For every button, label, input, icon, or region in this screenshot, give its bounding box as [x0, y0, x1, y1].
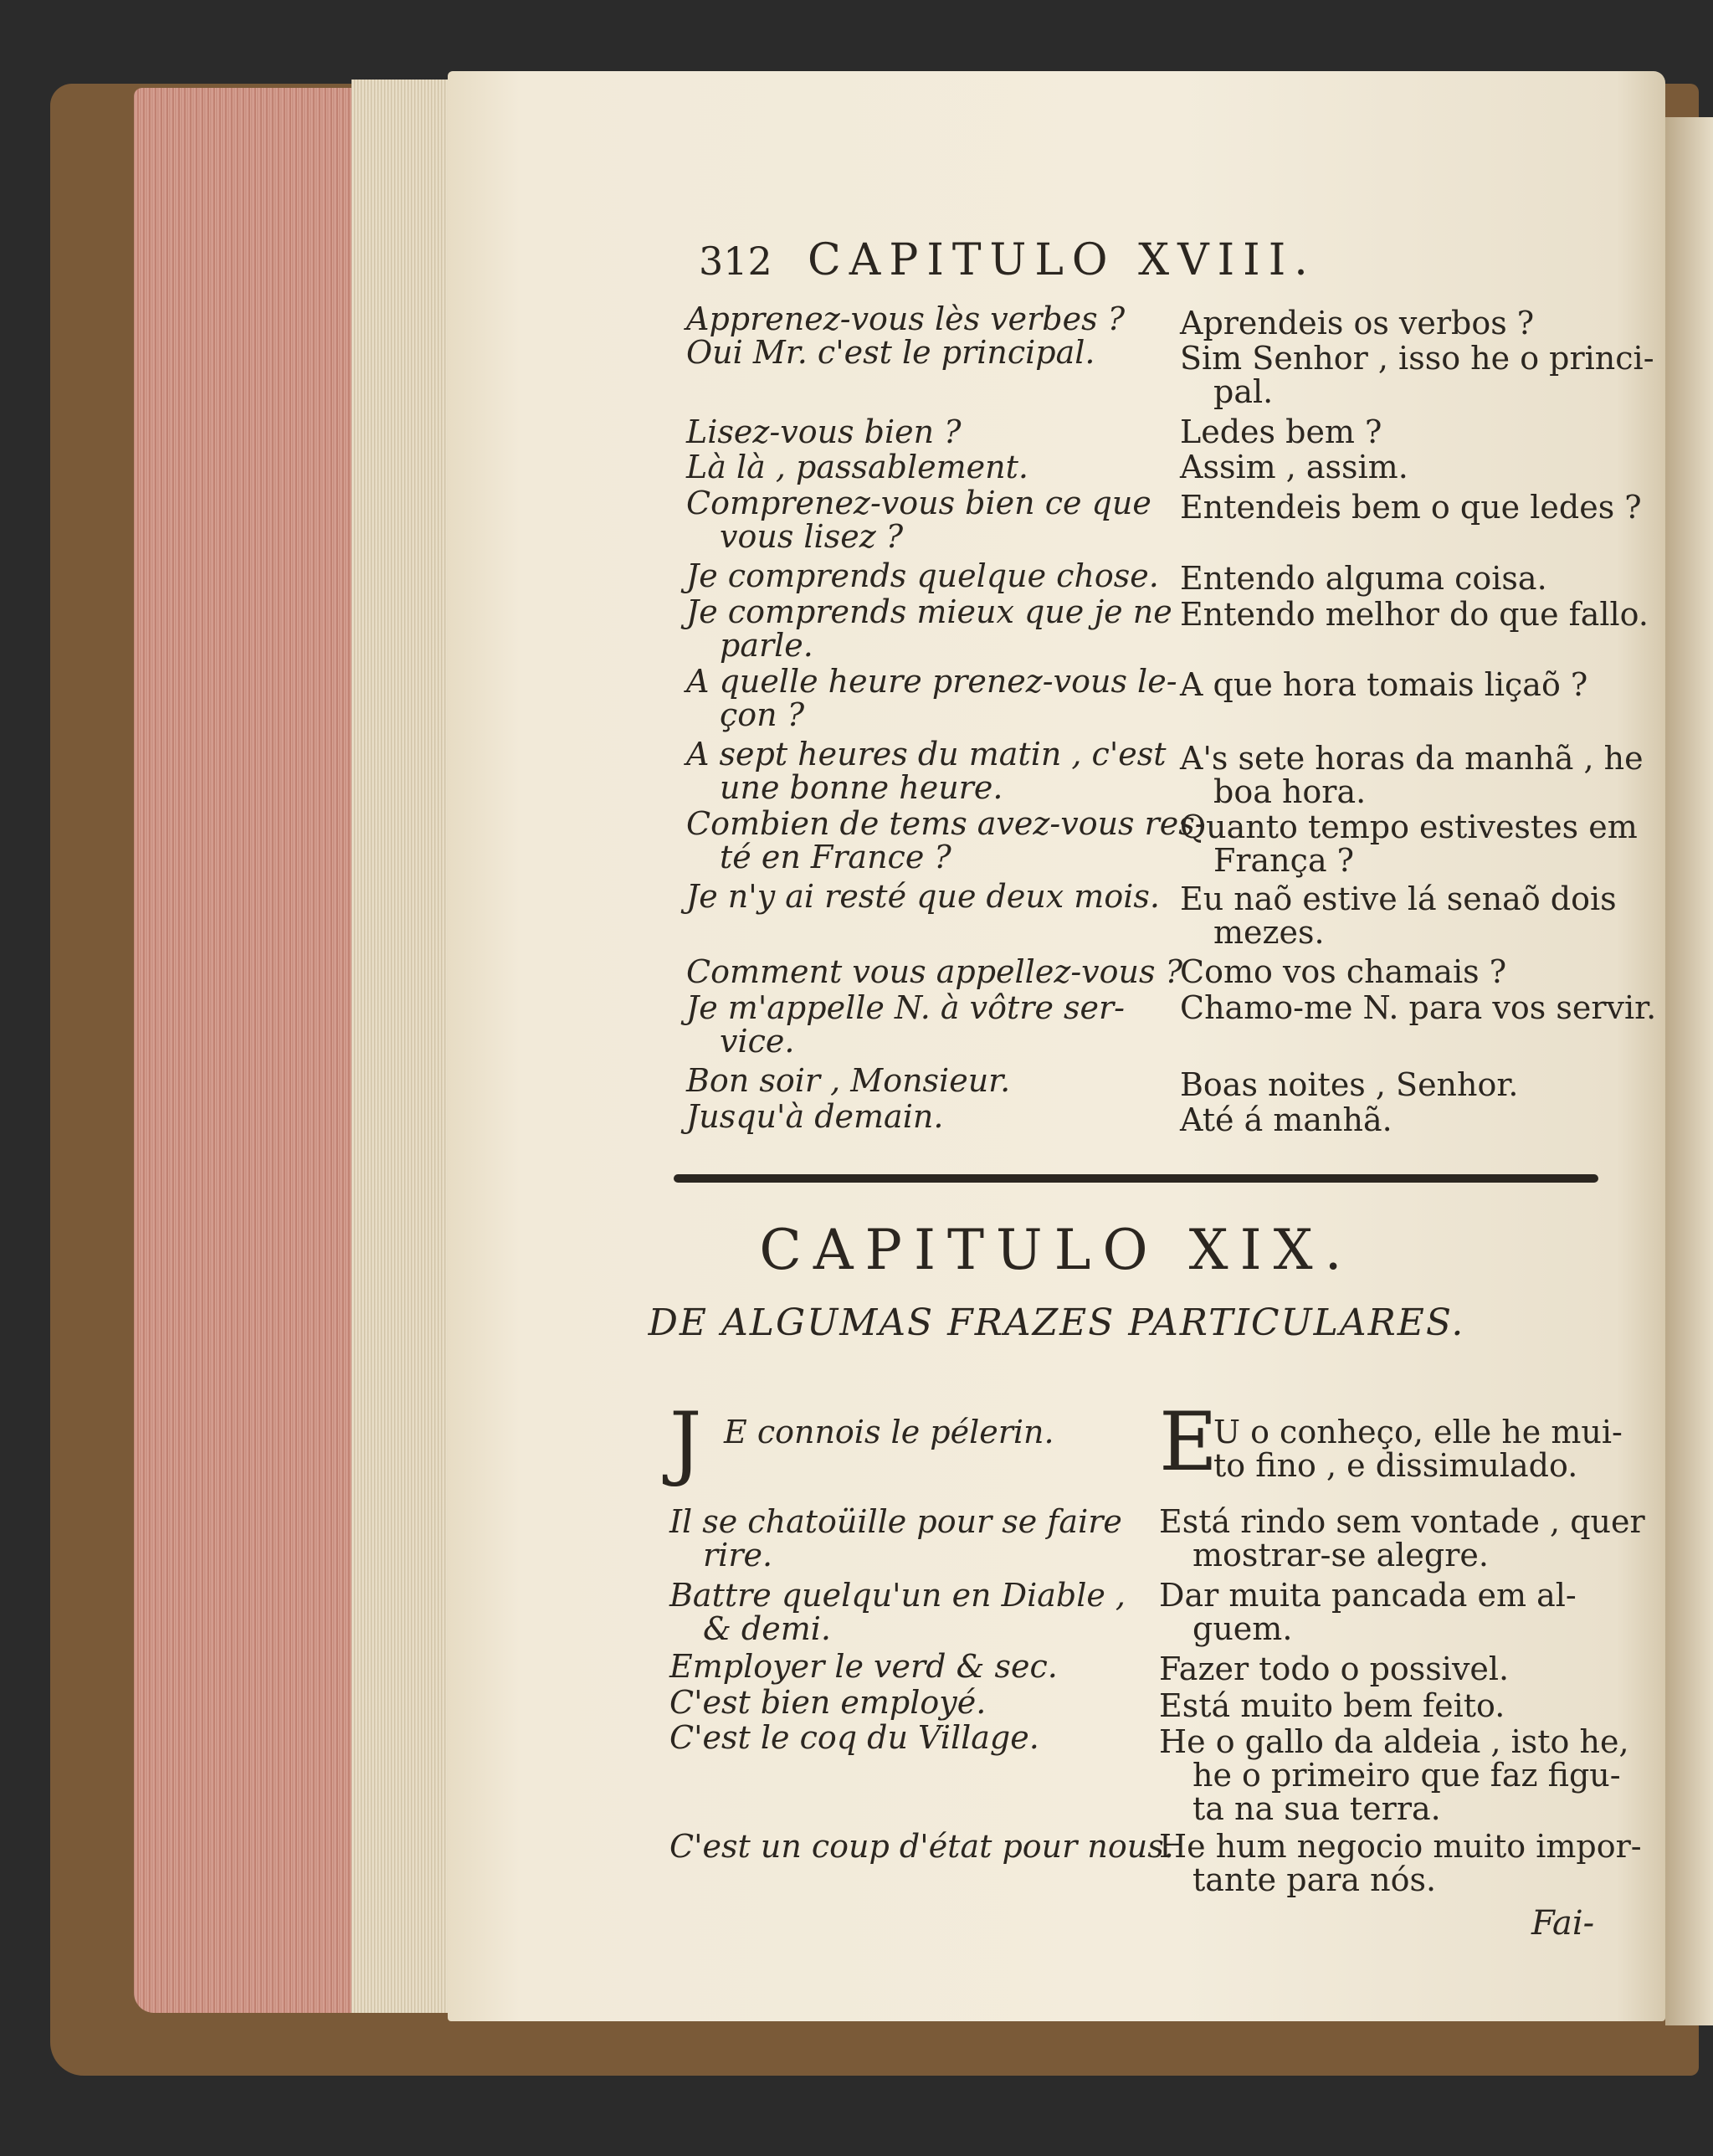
running-title: CAPITULO XVIII. — [808, 235, 1316, 285]
pt-line: he o primeiro que faz figu- — [1192, 1757, 1621, 1794]
fr-line: C'est bien employé. — [669, 1684, 987, 1721]
pt-line: Como vos chamais ? — [1180, 953, 1507, 990]
drop-cap-fr: J — [669, 1395, 702, 1489]
pt-line: Até á manhã. — [1180, 1101, 1392, 1138]
fr-line: Lisez-vous bien ? — [686, 413, 962, 450]
pt-line: Ledes bem ? — [1180, 413, 1382, 450]
pt-line: mostrar-se alegre. — [1192, 1537, 1489, 1573]
pt-line: to fino , e dissimulado. — [1213, 1447, 1578, 1484]
pt-line: Sim Senhor , isso he o princi- — [1180, 340, 1654, 377]
pt-line: Dar muita pancada em al- — [1159, 1577, 1577, 1614]
pt-line: França ? — [1213, 842, 1355, 879]
fr-line: vice. — [720, 1023, 795, 1060]
pt-line: guem. — [1192, 1610, 1293, 1647]
pt-line: tante para nós. — [1192, 1861, 1437, 1898]
pt-line: Boas noites , Senhor. — [1180, 1066, 1519, 1103]
chapter-subtitle: DE ALGUMAS FRAZES PARTICULARES. — [648, 1301, 1465, 1344]
section-rule — [674, 1174, 1598, 1183]
pt-line: Eu naõ estive lá senaõ dois — [1180, 880, 1617, 917]
fr-line: A quelle heure prenez-vous le- — [686, 663, 1177, 700]
pt-line: Assim , assim. — [1180, 449, 1408, 485]
book-page — [448, 71, 1665, 2021]
fr-line: Je comprends quelque chose. — [686, 557, 1159, 594]
fr-line: une bonne heure. — [720, 769, 1003, 806]
facing-page-edge — [1665, 117, 1713, 2025]
pt-line: mezes. — [1213, 914, 1325, 951]
fr-line: Comprenez-vous bien ce que — [686, 485, 1151, 521]
fr-line: çon ? — [720, 696, 805, 733]
pt-line: Chamo-me N. para vos servir. — [1180, 989, 1657, 1026]
fr-line: Employer le verd & sec. — [669, 1648, 1058, 1685]
fr-line: Jusqu'à demain. — [686, 1098, 944, 1135]
pt-line: Entendo melhor do que fallo. — [1180, 596, 1649, 633]
fr-line: Battre quelqu'un en Diable , — [669, 1577, 1126, 1614]
fr-line: Je m'appelle N. à vôtre ser- — [686, 989, 1126, 1026]
fr-line: Je n'y ai resté que deux mois. — [686, 878, 1160, 915]
fr-line: Là là , passablement. — [686, 449, 1028, 485]
pt-line: ta na sua terra. — [1192, 1790, 1441, 1827]
fr-line: rire. — [703, 1537, 773, 1573]
fr-line: té en France ? — [720, 839, 951, 875]
pt-line: A que hora tomais liçaõ ? — [1180, 666, 1588, 703]
fr-line: Il se chatoüille pour se faire — [669, 1503, 1122, 1540]
fr-line: Apprenez-vous lès verbes ? — [686, 300, 1126, 337]
fr-line: Combien de tems avez-vous res- — [686, 805, 1206, 842]
fr-line: & demi. — [703, 1610, 831, 1647]
pt-line: Quanto tempo estivestes em — [1180, 808, 1638, 845]
pt-line: Aprendeis os verbos ? — [1180, 305, 1535, 341]
pt-line: He hum negocio muito impor- — [1159, 1828, 1642, 1865]
pt-line: Está muito bem feito. — [1159, 1687, 1505, 1724]
pt-line: Fazer todo o possivel. — [1159, 1650, 1510, 1687]
pt-line: Entendo alguma coisa. — [1180, 560, 1547, 597]
fr-line: Bon soir , Monsieur. — [686, 1062, 1011, 1099]
fr-line: E connois le pélerin. — [724, 1414, 1054, 1450]
catchword: Fai- — [1531, 1904, 1595, 1943]
pt-line: Entendeis bem o que ledes ? — [1180, 489, 1642, 526]
fr-line: Oui Mr. c'est le principal. — [686, 334, 1095, 371]
drop-cap-pt: E — [1159, 1395, 1218, 1489]
fr-line: Je comprends mieux que je ne — [686, 593, 1172, 630]
pt-line: pal. — [1213, 373, 1274, 410]
page-edges-light — [351, 80, 452, 2013]
pt-line: U o conheço, elle he mui- — [1213, 1414, 1623, 1450]
chapter-heading: CAPITULO XIX. — [759, 1218, 1354, 1282]
pt-line: boa hora. — [1213, 773, 1367, 810]
pt-line: He o gallo da aldeia , isto he, — [1159, 1723, 1629, 1760]
fr-line: A sept heures du matin , c'est — [686, 736, 1167, 773]
fr-line: C'est un coup d'état pour nous. — [669, 1828, 1174, 1865]
fr-line: parle. — [720, 627, 813, 664]
fr-line: vous lisez ? — [720, 518, 904, 555]
fr-line: Comment vous appellez-vous ? — [686, 953, 1182, 990]
fr-line: C'est le coq du Village. — [669, 1719, 1039, 1756]
pt-line: Está rindo sem vontade , quer — [1159, 1503, 1645, 1540]
page-number: 312 — [699, 239, 772, 284]
pt-line: A's sete horas da manhã , he — [1180, 740, 1644, 777]
